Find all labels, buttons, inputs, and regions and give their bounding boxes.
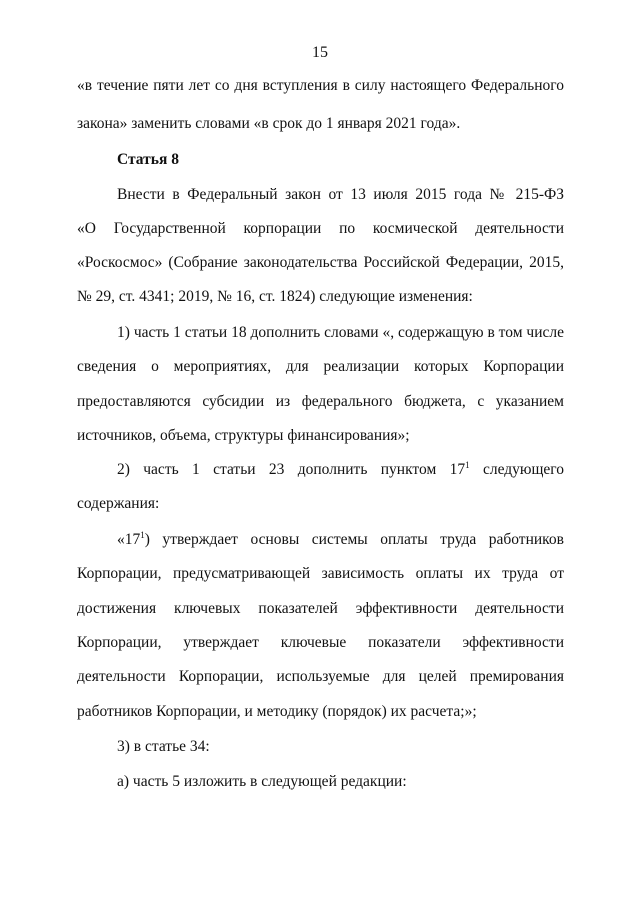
text-line <box>117 530 564 550</box>
superscript: 1 <box>140 530 145 540</box>
text-line: а) часть 5 изложить в следующей редакции: <box>117 773 407 790</box>
text-line: Внести в Федеральный закон от 13 июля 2015 года № 215-ФЗ <box>117 186 564 203</box>
text-line: Корпорации, предусматривающей зависимость оплаты их труда от <box>77 565 564 582</box>
text-line: «О Государственной корпорации по космической деятельности <box>77 220 564 237</box>
text-line: предоставляются субсидии из федерального бюджета, с указанием <box>77 393 564 410</box>
text-line <box>117 460 564 480</box>
text-segment: следующего <box>482 461 564 478</box>
text-line: «в течение пяти лет со дня вступления в силу настоящего Федерального <box>77 77 564 94</box>
text-line: источников, объема, структуры финансирования»; <box>77 427 410 444</box>
superscript: 1 <box>465 460 470 470</box>
text-segment: ) утверждает основы системы оплаты труда работников <box>144 531 564 548</box>
text-line: Корпорации, утверждает ключевые показатели эффективности <box>77 634 564 651</box>
text-line: «Роскосмос» (Собрание законодательства Российской Федерации, 2015, <box>77 254 564 271</box>
text-line: работников Корпорации, и методику (порядок) их расчета;»; <box>77 703 477 720</box>
text-line: № 29, ст. 4341; 2019, № 16, ст. 1824) следующие изменения: <box>77 288 473 305</box>
text-line: 1) часть 1 статьи 18 дополнить словами «, содержащую в том числе <box>117 324 564 341</box>
article-heading: Статья 8 <box>117 151 179 168</box>
text-line: достижения ключевых показателей эффективности деятельности <box>77 600 564 617</box>
text-line: сведения о мероприятиях, для реализации которых Корпорации <box>77 358 564 375</box>
text-segment: «17 <box>117 531 141 548</box>
text-segment: 2) часть 1 статьи 23 дополнить пунктом 17 <box>117 461 466 478</box>
text-line: содержания: <box>77 495 160 512</box>
text-line: деятельности Корпорации, используемые для целей премирования <box>77 668 564 685</box>
text-line: 3) в статье 34: <box>117 738 210 755</box>
page-number: 15 <box>312 44 328 61</box>
text-line: закона» заменить словами «в срок до 1 января 2021 года». <box>77 115 461 132</box>
